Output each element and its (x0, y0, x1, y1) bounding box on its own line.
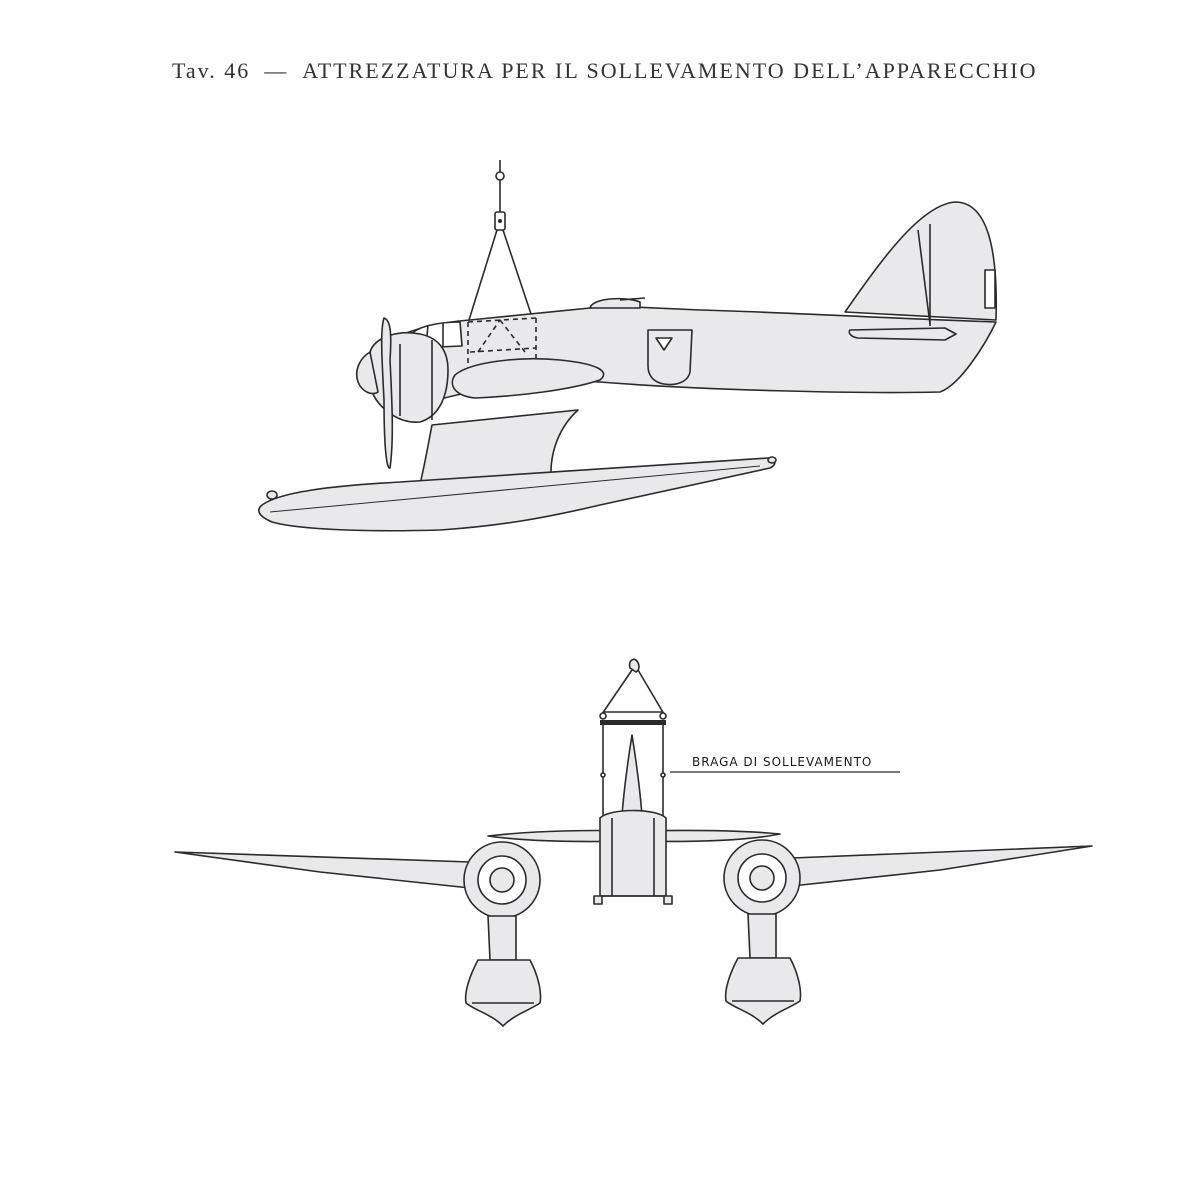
front-fuselage (600, 811, 666, 897)
front-float-right (726, 958, 801, 1024)
sling-callout-label: BRAGA DI SOLLEVAMENTO (692, 755, 873, 769)
front-view-seaplane (175, 659, 1092, 1026)
front-engine-left (464, 842, 540, 918)
plate-number: Tav. 46 (172, 58, 251, 83)
front-float-strut-right (748, 914, 776, 958)
front-float-left (466, 960, 541, 1026)
plate-title: ATTREZZATURA PER IL SOLLEVAMENTO DELL’APPARECCHIO (302, 58, 1038, 83)
front-engine-right (724, 840, 800, 916)
front-tail-fin (622, 735, 642, 815)
side-sling-cables (469, 230, 533, 320)
plate-separator: — (264, 58, 289, 83)
side-tail-fin (845, 202, 996, 320)
front-wing-left (175, 852, 470, 888)
side-tailplane (849, 328, 956, 340)
side-propeller (382, 318, 393, 468)
side-view-seaplane (259, 160, 996, 531)
side-dorsal-turret (590, 298, 645, 308)
front-wing-right (792, 846, 1092, 886)
side-hook-assembly (495, 160, 505, 230)
front-float-strut-left (488, 916, 516, 960)
